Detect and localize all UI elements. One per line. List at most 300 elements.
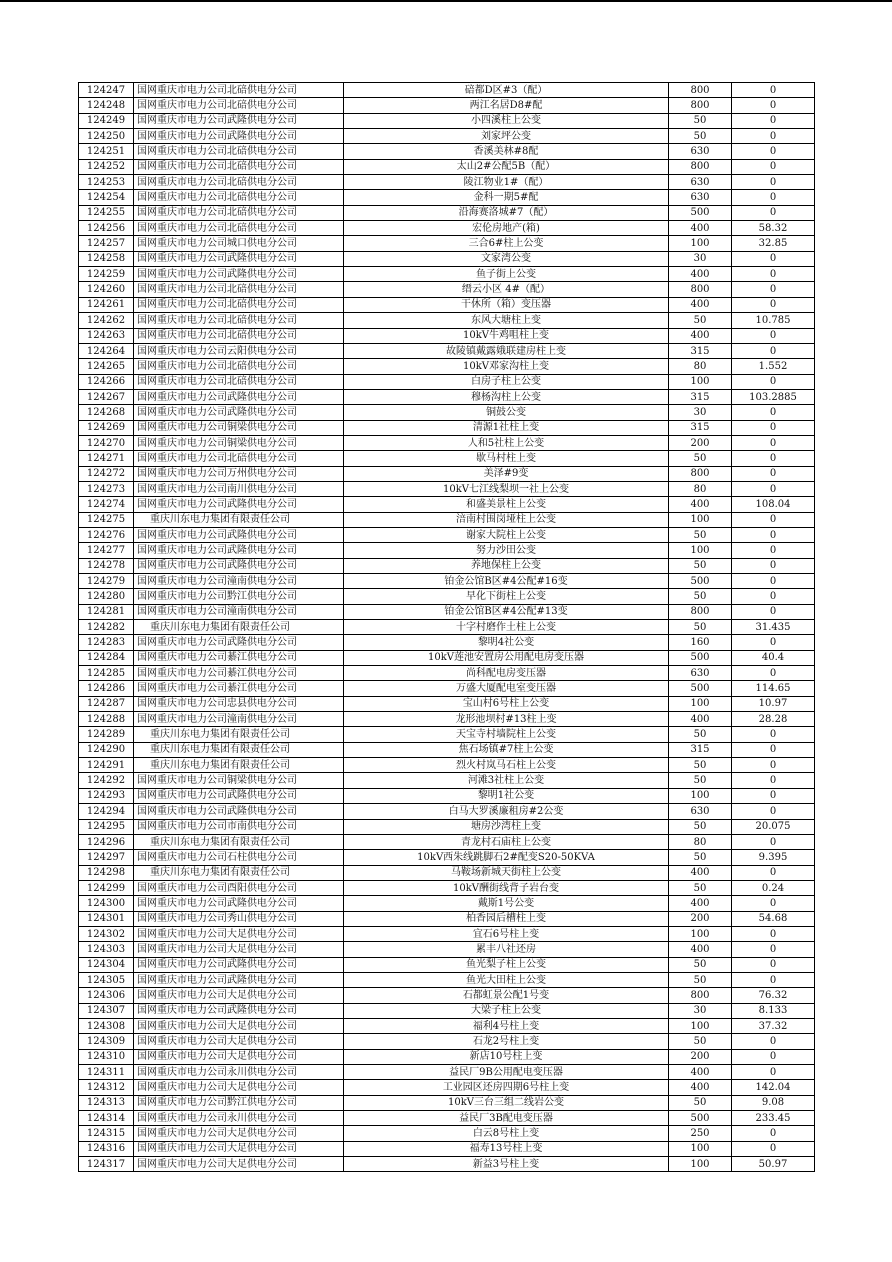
transformer-name-cell: 宏伦房地产(箱) xyxy=(344,221,669,236)
transformer-name-cell: 新益3号柱上变 xyxy=(344,1157,669,1172)
transformer-name-cell: 刘家坪公变 xyxy=(344,129,669,144)
value-cell: 1.552 xyxy=(732,359,815,374)
transformer-name-cell: 柏香园后槽柱上变 xyxy=(344,911,669,926)
transformer-name-cell: 白云8号柱上变 xyxy=(344,1126,669,1141)
capacity-cell: 500 xyxy=(669,1111,732,1126)
company-cell: 国网重庆市电力公司南川供电分公司 xyxy=(134,481,344,496)
transformer-name-cell: 10kV牛鸡咀柱上变 xyxy=(344,328,669,343)
value-cell: 0 xyxy=(732,297,815,312)
capacity-cell: 50 xyxy=(669,758,732,773)
transformer-name-cell: 10kV七江线梨坝一社上公变 xyxy=(344,481,669,496)
capacity-cell: 50 xyxy=(669,1034,732,1049)
transformer-name-cell: 故陵镇戴露娥联建房柱上变 xyxy=(344,343,669,358)
record-id-cell: 124249 xyxy=(79,113,134,128)
record-id-cell: 124276 xyxy=(79,527,134,542)
transformer-name-cell: 和盛美景柱上公变 xyxy=(344,497,669,512)
capacity-cell: 50 xyxy=(669,527,732,542)
transformer-name-cell: 尚科配电房变压器 xyxy=(344,666,669,681)
value-cell: 0 xyxy=(732,758,815,773)
value-cell: 0 xyxy=(732,420,815,435)
company-cell: 国网重庆市电力公司潼南供电分公司 xyxy=(134,574,344,589)
transformer-name-cell: 福寿13号柱上变 xyxy=(344,1141,669,1156)
record-id-cell: 124288 xyxy=(79,712,134,727)
record-id-cell: 124291 xyxy=(79,758,134,773)
value-cell: 76.32 xyxy=(732,988,815,1003)
record-id-cell: 124267 xyxy=(79,389,134,404)
record-id-cell: 124256 xyxy=(79,221,134,236)
company-cell: 国网重庆市电力公司北碚供电分公司 xyxy=(134,175,344,190)
capacity-cell: 100 xyxy=(669,512,732,527)
value-cell: 0 xyxy=(732,129,815,144)
value-cell: 0 xyxy=(732,451,815,466)
company-cell: 国网重庆市电力公司北碚供电分公司 xyxy=(134,159,344,174)
capacity-cell: 50 xyxy=(669,773,732,788)
record-id-cell: 124310 xyxy=(79,1049,134,1064)
table-row xyxy=(79,1080,815,1095)
capacity-cell: 50 xyxy=(669,1095,732,1110)
record-id-cell: 124292 xyxy=(79,773,134,788)
company-cell: 国网重庆市电力公司北碚供电分公司 xyxy=(134,98,344,113)
transformer-name-cell: 白房子柱上公变 xyxy=(344,374,669,389)
record-id-cell: 124280 xyxy=(79,589,134,604)
table-row xyxy=(79,282,815,297)
transformer-name-cell: 两江名居D8#配 xyxy=(344,98,669,113)
capacity-cell: 50 xyxy=(669,589,732,604)
capacity-cell: 630 xyxy=(669,804,732,819)
value-cell: 0 xyxy=(732,374,815,389)
record-id-cell: 124247 xyxy=(79,83,134,98)
table-row xyxy=(79,788,815,803)
record-id-cell: 124261 xyxy=(79,297,134,312)
transformer-name-cell: 涪南村围岗垭柱上公变 xyxy=(344,512,669,527)
company-cell: 国网重庆市电力公司武隆供电分公司 xyxy=(134,267,344,282)
capacity-cell: 500 xyxy=(669,574,732,589)
table-row xyxy=(79,604,815,619)
company-cell: 国网重庆市电力公司武隆供电分公司 xyxy=(134,1003,344,1018)
transformer-name-cell: 美泽#9变 xyxy=(344,466,669,481)
company-cell: 国网重庆市电力公司万州供电分公司 xyxy=(134,466,344,481)
table-row xyxy=(79,1065,815,1080)
capacity-cell: 400 xyxy=(669,328,732,343)
record-id-cell: 124281 xyxy=(79,604,134,619)
capacity-cell: 200 xyxy=(669,1049,732,1064)
company-cell: 国网重庆市电力公司北碚供电分公司 xyxy=(134,359,344,374)
record-id-cell: 124248 xyxy=(79,98,134,113)
company-cell: 国网重庆市电力公司秀山供电分公司 xyxy=(134,911,344,926)
company-cell: 国网重庆市电力公司武隆供电分公司 xyxy=(134,405,344,420)
transformer-name-cell: 累丰八社还房 xyxy=(344,942,669,957)
record-id-cell: 124314 xyxy=(79,1111,134,1126)
company-cell: 国网重庆市电力公司大足供电分公司 xyxy=(134,988,344,1003)
record-id-cell: 124309 xyxy=(79,1034,134,1049)
transformer-name-cell: 塘房沙湾柱上变 xyxy=(344,819,669,834)
company-cell: 国网重庆市电力公司綦江供电分公司 xyxy=(134,650,344,665)
table-row xyxy=(79,620,815,635)
value-cell: 233.45 xyxy=(732,1111,815,1126)
table-row xyxy=(79,129,815,144)
company-cell: 国网重庆市电力公司武隆供电分公司 xyxy=(134,251,344,266)
record-id-cell: 124269 xyxy=(79,420,134,435)
record-id-cell: 124307 xyxy=(79,1003,134,1018)
table-row xyxy=(79,497,815,512)
record-id-cell: 124299 xyxy=(79,880,134,895)
table-row xyxy=(79,1003,815,1018)
capacity-cell: 50 xyxy=(669,113,732,128)
value-cell: 0 xyxy=(732,666,815,681)
transformer-name-cell: 金科一期5#配 xyxy=(344,190,669,205)
company-cell: 重庆川东电力集团有限责任公司 xyxy=(134,512,344,527)
value-cell: 28.28 xyxy=(732,712,815,727)
record-id-cell: 124303 xyxy=(79,942,134,957)
company-cell: 国网重庆市电力公司市南供电分公司 xyxy=(134,819,344,834)
value-cell: 0 xyxy=(732,865,815,880)
record-id-cell: 124298 xyxy=(79,865,134,880)
company-cell: 国网重庆市电力公司北碚供电分公司 xyxy=(134,451,344,466)
capacity-cell: 80 xyxy=(669,359,732,374)
capacity-cell: 250 xyxy=(669,1126,732,1141)
transformer-name-cell: 宝山村6号柱上公变 xyxy=(344,696,669,711)
value-cell: 58.32 xyxy=(732,221,815,236)
company-cell: 国网重庆市电力公司黔江供电分公司 xyxy=(134,589,344,604)
company-cell: 国网重庆市电力公司北碚供电分公司 xyxy=(134,297,344,312)
company-cell: 重庆川东电力集团有限责任公司 xyxy=(134,742,344,757)
capacity-cell: 630 xyxy=(669,190,732,205)
value-cell: 0 xyxy=(732,251,815,266)
record-id-cell: 124305 xyxy=(79,972,134,987)
transformer-name-cell: 穆杨沟柱上公变 xyxy=(344,389,669,404)
table-row xyxy=(79,666,815,681)
table-row xyxy=(79,1018,815,1033)
table-row xyxy=(79,758,815,773)
value-cell: 0 xyxy=(732,742,815,757)
table-row xyxy=(79,650,815,665)
company-cell: 国网重庆市电力公司北碚供电分公司 xyxy=(134,221,344,236)
record-id-cell: 124277 xyxy=(79,543,134,558)
capacity-cell: 200 xyxy=(669,435,732,450)
record-id-cell: 124265 xyxy=(79,359,134,374)
record-id-cell: 124253 xyxy=(79,175,134,190)
table-row xyxy=(79,589,815,604)
transformer-table xyxy=(78,82,815,1172)
table-row xyxy=(79,558,815,573)
transformer-name-cell: 烈火村岚马石柱上公变 xyxy=(344,758,669,773)
table-row xyxy=(79,1095,815,1110)
capacity-cell: 50 xyxy=(669,819,732,834)
company-cell: 国网重庆市电力公司大足供电分公司 xyxy=(134,1126,344,1141)
transformer-name-cell: 铜鼓公变 xyxy=(344,405,669,420)
value-cell: 114.65 xyxy=(732,681,815,696)
capacity-cell: 50 xyxy=(669,850,732,865)
table-row xyxy=(79,804,815,819)
record-id-cell: 124254 xyxy=(79,190,134,205)
transformer-name-cell: 马鞍场新城天街柱上公变 xyxy=(344,865,669,880)
value-cell: 0 xyxy=(732,727,815,742)
capacity-cell: 50 xyxy=(669,558,732,573)
table-row xyxy=(79,1141,815,1156)
company-cell: 国网重庆市电力公司永川供电分公司 xyxy=(134,1111,344,1126)
capacity-cell: 630 xyxy=(669,144,732,159)
capacity-cell: 30 xyxy=(669,251,732,266)
company-cell: 国网重庆市电力公司北碚供电分公司 xyxy=(134,328,344,343)
transformer-name-cell: 缙云小区 4#（配） xyxy=(344,282,669,297)
value-cell: 0 xyxy=(732,190,815,205)
value-cell: 0 xyxy=(732,942,815,957)
transformer-name-cell: 干休所（箱）变压器 xyxy=(344,297,669,312)
company-cell: 国网重庆市电力公司大足供电分公司 xyxy=(134,942,344,957)
transformer-name-cell: 清源1社柱上变 xyxy=(344,420,669,435)
capacity-cell: 30 xyxy=(669,405,732,420)
record-id-cell: 124300 xyxy=(79,896,134,911)
record-id-cell: 124264 xyxy=(79,343,134,358)
capacity-cell: 400 xyxy=(669,865,732,880)
company-cell: 国网重庆市电力公司黔江供电分公司 xyxy=(134,1095,344,1110)
transformer-name-cell: 石都虹景公配1号变 xyxy=(344,988,669,1003)
table-row xyxy=(79,267,815,282)
record-id-cell: 124273 xyxy=(79,481,134,496)
capacity-cell: 630 xyxy=(669,666,732,681)
value-cell: 0.24 xyxy=(732,880,815,895)
capacity-cell: 100 xyxy=(669,1157,732,1172)
company-cell: 国网重庆市电力公司武隆供电分公司 xyxy=(134,497,344,512)
capacity-cell: 50 xyxy=(669,727,732,742)
value-cell: 0 xyxy=(732,1065,815,1080)
record-id-cell: 124285 xyxy=(79,666,134,681)
table-row xyxy=(79,405,815,420)
transformer-name-cell: 10kV酬街线背子岩台变 xyxy=(344,880,669,895)
table-row xyxy=(79,359,815,374)
record-id-cell: 124263 xyxy=(79,328,134,343)
capacity-cell: 315 xyxy=(669,742,732,757)
capacity-cell: 800 xyxy=(669,282,732,297)
capacity-cell: 400 xyxy=(669,267,732,282)
value-cell: 0 xyxy=(732,343,815,358)
table-row xyxy=(79,865,815,880)
capacity-cell: 315 xyxy=(669,389,732,404)
record-id-cell: 124259 xyxy=(79,267,134,282)
transformer-name-cell: 人和5社柱上公变 xyxy=(344,435,669,450)
table-row xyxy=(79,113,815,128)
table-row xyxy=(79,190,815,205)
capacity-cell: 400 xyxy=(669,297,732,312)
value-cell: 0 xyxy=(732,574,815,589)
record-id-cell: 124308 xyxy=(79,1018,134,1033)
table-row xyxy=(79,466,815,481)
value-cell: 0 xyxy=(732,804,815,819)
company-cell: 国网重庆市电力公司大足供电分公司 xyxy=(134,1080,344,1095)
capacity-cell: 30 xyxy=(669,1003,732,1018)
capacity-cell: 100 xyxy=(669,236,732,251)
company-cell: 国网重庆市电力公司大足供电分公司 xyxy=(134,1049,344,1064)
capacity-cell: 800 xyxy=(669,83,732,98)
capacity-cell: 50 xyxy=(669,972,732,987)
transformer-name-cell: 10kV莲池安置房公用配电房变压器 xyxy=(344,650,669,665)
company-cell: 国网重庆市电力公司武隆供电分公司 xyxy=(134,558,344,573)
record-id-cell: 124251 xyxy=(79,144,134,159)
capacity-cell: 100 xyxy=(669,926,732,941)
company-cell: 国网重庆市电力公司潼南供电分公司 xyxy=(134,604,344,619)
company-cell: 国网重庆市电力公司北碚供电分公司 xyxy=(134,83,344,98)
record-id-cell: 124311 xyxy=(79,1065,134,1080)
value-cell: 103.2885 xyxy=(732,389,815,404)
record-id-cell: 124294 xyxy=(79,804,134,819)
table-row xyxy=(79,635,815,650)
transformer-name-cell: 十字村磨作土柱上公变 xyxy=(344,620,669,635)
company-cell: 国网重庆市电力公司北碚供电分公司 xyxy=(134,144,344,159)
value-cell: 10.97 xyxy=(732,696,815,711)
record-id-cell: 124268 xyxy=(79,405,134,420)
table-row xyxy=(79,251,815,266)
company-cell: 重庆川东电力集团有限责任公司 xyxy=(134,727,344,742)
transformer-name-cell: 黎明1社公变 xyxy=(344,788,669,803)
transformer-name-cell: 石龙2号柱上变 xyxy=(344,1034,669,1049)
transformer-name-cell: 陵江物业1#（配） xyxy=(344,175,669,190)
transformer-name-cell: 香溪美林#8配 xyxy=(344,144,669,159)
value-cell: 40.4 xyxy=(732,650,815,665)
value-cell: 9.08 xyxy=(732,1095,815,1110)
value-cell: 0 xyxy=(732,1126,815,1141)
value-cell: 20.075 xyxy=(732,819,815,834)
value-cell: 0 xyxy=(732,435,815,450)
transformer-name-cell: 努力沙田公变 xyxy=(344,543,669,558)
record-id-cell: 124284 xyxy=(79,650,134,665)
record-id-cell: 124282 xyxy=(79,620,134,635)
capacity-cell: 80 xyxy=(669,834,732,849)
table-row xyxy=(79,236,815,251)
company-cell: 国网重庆市电力公司武隆供电分公司 xyxy=(134,543,344,558)
transformer-name-cell: 早化下街柱上公变 xyxy=(344,589,669,604)
capacity-cell: 400 xyxy=(669,1065,732,1080)
value-cell: 0 xyxy=(732,773,815,788)
capacity-cell: 315 xyxy=(669,420,732,435)
value-cell: 0 xyxy=(732,604,815,619)
record-id-cell: 124250 xyxy=(79,129,134,144)
table-row xyxy=(79,834,815,849)
company-cell: 国网重庆市电力公司武隆供电分公司 xyxy=(134,129,344,144)
company-cell: 国网重庆市电力公司武隆供电分公司 xyxy=(134,527,344,542)
company-cell: 国网重庆市电力公司潼南供电分公司 xyxy=(134,712,344,727)
capacity-cell: 800 xyxy=(669,98,732,113)
company-cell: 重庆川东电力集团有限责任公司 xyxy=(134,620,344,635)
record-id-cell: 124278 xyxy=(79,558,134,573)
company-cell: 国网重庆市电力公司大足供电分公司 xyxy=(134,926,344,941)
company-cell: 国网重庆市电力公司綦江供电分公司 xyxy=(134,681,344,696)
record-id-cell: 124297 xyxy=(79,850,134,865)
company-cell: 国网重庆市电力公司武隆供电分公司 xyxy=(134,957,344,972)
record-id-cell: 124272 xyxy=(79,466,134,481)
value-cell: 37.32 xyxy=(732,1018,815,1033)
table-row xyxy=(79,1034,815,1049)
table-row xyxy=(79,144,815,159)
value-cell: 0 xyxy=(732,1034,815,1049)
transformer-name-cell: 河滩3社柱上公变 xyxy=(344,773,669,788)
capacity-cell: 400 xyxy=(669,942,732,957)
transformer-name-cell: 大梁子柱上公变 xyxy=(344,1003,669,1018)
transformer-name-cell: 益民厂9B公用配电变压器 xyxy=(344,1065,669,1080)
value-cell: 54.68 xyxy=(732,911,815,926)
transformer-name-cell: 10kV西朱线跳脚石2#配变S20-50KVA xyxy=(344,850,669,865)
transformer-name-cell: 鱼光梨子柱上公变 xyxy=(344,957,669,972)
value-cell: 0 xyxy=(732,543,815,558)
transformer-name-cell: 戴斯1号公变 xyxy=(344,896,669,911)
value-cell: 0 xyxy=(732,1141,815,1156)
value-cell: 0 xyxy=(732,481,815,496)
capacity-cell: 50 xyxy=(669,451,732,466)
value-cell: 9.395 xyxy=(732,850,815,865)
capacity-cell: 800 xyxy=(669,466,732,481)
table-row xyxy=(79,527,815,542)
transformer-name-cell: 黎明4社公变 xyxy=(344,635,669,650)
table-row xyxy=(79,972,815,987)
record-id-cell: 124290 xyxy=(79,742,134,757)
record-id-cell: 124289 xyxy=(79,727,134,742)
transformer-name-cell: 东风大塘柱上变 xyxy=(344,313,669,328)
record-id-cell: 124295 xyxy=(79,819,134,834)
value-cell: 0 xyxy=(732,328,815,343)
company-cell: 重庆川东电力集团有限责任公司 xyxy=(134,758,344,773)
transformer-name-cell: 白马大罗溪廉租房#2公变 xyxy=(344,804,669,819)
company-cell: 国网重庆市电力公司大足供电分公司 xyxy=(134,1141,344,1156)
table-row xyxy=(79,1049,815,1064)
value-cell: 0 xyxy=(732,83,815,98)
record-id-cell: 124262 xyxy=(79,313,134,328)
record-id-cell: 124275 xyxy=(79,512,134,527)
record-id-cell: 124304 xyxy=(79,957,134,972)
table-row xyxy=(79,681,815,696)
value-cell: 0 xyxy=(732,466,815,481)
value-cell: 0 xyxy=(732,175,815,190)
table-row xyxy=(79,712,815,727)
capacity-cell: 100 xyxy=(669,696,732,711)
value-cell: 0 xyxy=(732,972,815,987)
value-cell: 31.435 xyxy=(732,620,815,635)
record-id-cell: 124257 xyxy=(79,236,134,251)
value-cell: 0 xyxy=(732,205,815,220)
company-cell: 国网重庆市电力公司武隆供电分公司 xyxy=(134,113,344,128)
table-row xyxy=(79,451,815,466)
value-cell: 0 xyxy=(732,834,815,849)
capacity-cell: 160 xyxy=(669,635,732,650)
value-cell: 0 xyxy=(732,896,815,911)
company-cell: 重庆川东电力集团有限责任公司 xyxy=(134,865,344,880)
capacity-cell: 100 xyxy=(669,1141,732,1156)
value-cell: 0 xyxy=(732,635,815,650)
table-row xyxy=(79,98,815,113)
table-row xyxy=(79,1126,815,1141)
table-row xyxy=(79,896,815,911)
capacity-cell: 50 xyxy=(669,313,732,328)
record-id-cell: 124312 xyxy=(79,1080,134,1095)
table-row xyxy=(79,911,815,926)
company-cell: 国网重庆市电力公司酉阳供电分公司 xyxy=(134,880,344,895)
company-cell: 国网重庆市电力公司武隆供电分公司 xyxy=(134,896,344,911)
capacity-cell: 200 xyxy=(669,911,732,926)
record-id-cell: 124313 xyxy=(79,1095,134,1110)
capacity-cell: 400 xyxy=(669,896,732,911)
record-id-cell: 124315 xyxy=(79,1126,134,1141)
table-row xyxy=(79,481,815,496)
capacity-cell: 500 xyxy=(669,681,732,696)
table-row xyxy=(79,819,815,834)
record-id-cell: 124271 xyxy=(79,451,134,466)
table-row xyxy=(79,159,815,174)
company-cell: 国网重庆市电力公司忠县供电分公司 xyxy=(134,696,344,711)
table-row xyxy=(79,389,815,404)
table-row xyxy=(79,988,815,1003)
company-cell: 国网重庆市电力公司綦江供电分公司 xyxy=(134,666,344,681)
value-cell: 0 xyxy=(732,957,815,972)
transformer-name-cell: 碚都D区#3（配） xyxy=(344,83,669,98)
capacity-cell: 50 xyxy=(669,880,732,895)
